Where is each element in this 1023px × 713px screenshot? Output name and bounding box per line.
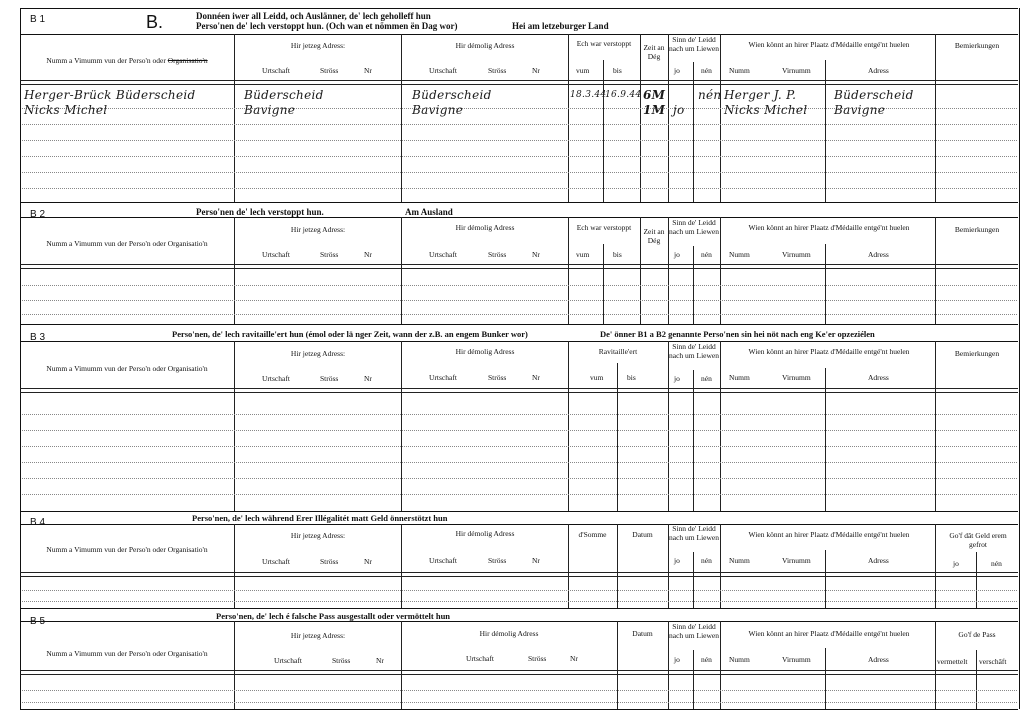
divider [20, 8, 1018, 9]
former-address-header: Hir démolig Adress [455, 41, 515, 50]
entry-medal-address: Büderscheid Bavigne [834, 88, 914, 117]
entry-alive-yes: jo [673, 103, 685, 117]
zeit-header: Zeit an Dég [643, 43, 665, 61]
medal-header: Wien könnt an hirer Plaatz d'Médaille entgé'nt huelen [748, 40, 910, 49]
name-column-header: Numm a Vimumm vun der Perso'n oder Organisatio'n [46, 364, 208, 373]
section-heading: Perso'nen, de' lech é falsche Pass ausgestallt oder vermöttelt hun [216, 611, 451, 621]
section-heading: Perso'nen, de' lech ravitaille'ert hun (émol oder lä nger Zeit, wann der z.B. an engem Bunker wor) [172, 329, 528, 339]
section-code: B 2 [30, 209, 46, 220]
entry-hidden-until: 16.9.44 [605, 90, 642, 100]
section-place: Hei am letzeburger Land [512, 21, 609, 31]
section-code: B 3 [30, 332, 46, 343]
current-address-header: Hir jetzeg Adress: [290, 41, 346, 50]
form-letter: B. [146, 12, 164, 32]
section-heading: Perso'nen de' lech verstoppt hun. [196, 207, 324, 217]
section-code: B 1 [30, 14, 46, 25]
section-heading: Donnéen iwer all Leidd, och Auslänner, de' lech geholleff hun [196, 11, 431, 21]
name-column-header: Numm a Vimumm vun der Perso'n oder Organisatio'n [46, 56, 208, 65]
section-note: De' önner B1 a B2 genannte Perso'nen sin hei nöt nach eng Ke'er opzeziélen [600, 329, 875, 339]
name-column-header: Numm a Vimumm vun der Perso'n oder Organisatio'n [46, 239, 208, 248]
section-subheading: Perso'nen de' lech verstoppt hun. (Och wan et nõmmen ën Dag wor) [196, 21, 458, 31]
entry-former-address: Büderscheid Bavigne [412, 88, 492, 117]
section-code: B 5 [30, 616, 46, 627]
entry-current-address: Büderscheid Bavigne [244, 88, 324, 117]
sinn-header: Sinn de' Leidd nach um Liewen [669, 35, 719, 53]
hidden-header: Ech war verstoppt [576, 39, 632, 48]
entry-hidden-from: 18.3.44 [570, 90, 607, 100]
entry-alive-no: nén [698, 88, 722, 102]
entry-zeit: 6M 1M [643, 88, 666, 117]
divider [20, 34, 1018, 35]
remarks-header: Bemierkungen [954, 41, 1000, 50]
section-heading: Perso'nen, de' lech während Erer Illégalitét matt Geld önnerstötzt hun [192, 513, 448, 523]
name-column-header: Numm a Vimumm vun der Perso'n oder Organisatio'n [46, 649, 208, 658]
entry-names: Herger-Brück Büderscheid Nicks Michel [24, 88, 196, 117]
section-code: B 4 [30, 517, 46, 528]
section-place: Am Ausland [405, 207, 453, 217]
entry-medal-names: Herger J. P. Nicks Michel [724, 88, 808, 117]
name-column-header: Numm a Vimumm vun der Perso'n oder Organisatio'n [46, 545, 208, 554]
